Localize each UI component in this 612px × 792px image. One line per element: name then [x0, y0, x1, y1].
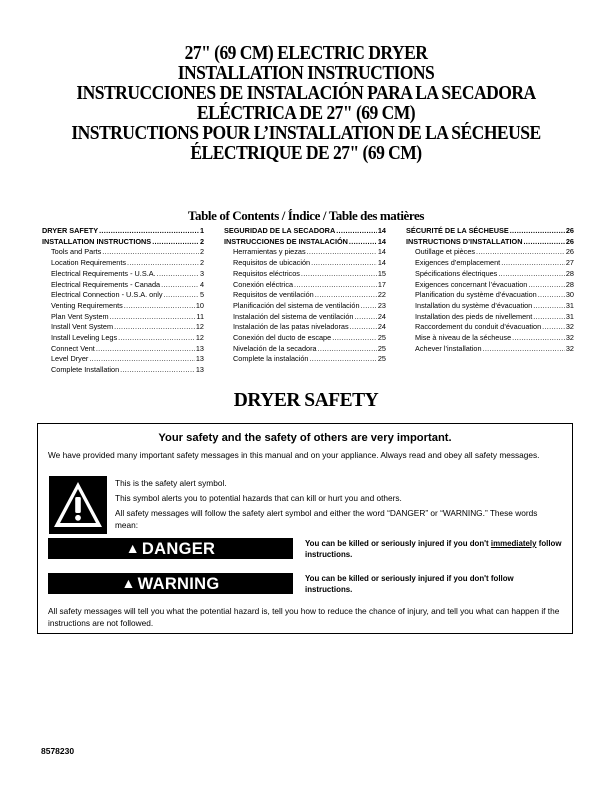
toc-entry-page: 13: [195, 365, 204, 375]
toc-leader-dots: [152, 237, 199, 248]
toc-entry-label: Exigences concernant l’évacuation: [415, 279, 528, 289]
toc-entry: [42, 365, 204, 376]
toc-leader-dots: [124, 301, 195, 312]
toc-entry-label: Install Vent System: [51, 322, 114, 332]
toc-entry: [224, 269, 386, 280]
toc-entry-label: Requisitos de ventilación: [233, 290, 314, 300]
toc-entry-page: 28: [565, 279, 574, 289]
toc-leader-dots: [533, 312, 565, 323]
toc-entry-page: 26: [565, 247, 574, 257]
toc-entry: [406, 312, 574, 323]
toc-entry-page: 11: [196, 311, 204, 321]
title-line: ELÉCTRICA DE 27" (69 CM): [196, 103, 416, 124]
toc-entry-label: Electrical Connection - U.S.A. only: [51, 290, 163, 300]
title-line: INSTRUCTIONS POUR L’INSTALLATION DE LA SÉCHEUSE: [71, 123, 541, 144]
toc-leader-dots: [361, 301, 377, 312]
toc-entry-page: 13: [195, 343, 204, 353]
toc-entry-label: Plan Vent System: [51, 311, 109, 321]
document-title-block: [0, 44, 612, 164]
toc-entry-label: Outillage et pièces: [415, 247, 476, 257]
toc-entry: [224, 301, 386, 312]
toc-entry: [224, 312, 386, 323]
safety-box: [37, 423, 573, 634]
toc-leader-dots: [354, 312, 376, 323]
toc-entry-page: 12: [195, 322, 204, 332]
toc-entry-label: Installation des pieds de nivellement: [415, 311, 533, 321]
toc-leader-dots: [483, 344, 565, 355]
toc-entry: [224, 237, 386, 248]
toc-entry-page: 26: [565, 226, 574, 235]
toc-entry-page: 24: [377, 311, 386, 321]
danger-label: DANGER: [141, 540, 216, 558]
toc-entry-label: Connect Vent: [51, 343, 95, 353]
toc-leader-dots: [294, 280, 377, 291]
toc-entry-page: 25: [377, 343, 386, 353]
toc-leader-dots: [96, 344, 195, 355]
toc-leader-dots: [311, 258, 377, 269]
toc-entry-label: Complete la instalación: [233, 354, 309, 364]
toc-leader-dots: [318, 344, 377, 355]
toc-entry: [42, 301, 204, 312]
toc-leader-dots: [99, 226, 199, 237]
toc-leader-dots: [164, 290, 199, 301]
toc-leader-dots: [510, 226, 565, 237]
toc-entry-page: 14: [377, 258, 386, 268]
danger-message-text: You can be killed or seriously injured if you don't: [305, 539, 491, 548]
toc-entry-page: 32: [565, 322, 574, 332]
toc-entry-page: 31: [565, 300, 574, 310]
toc-entry: [224, 322, 386, 333]
toc-entry-label: Mise à niveau de la sécheuse: [415, 333, 512, 343]
toc-leader-dots: [501, 258, 565, 269]
toc-leader-dots: [476, 247, 565, 258]
toc-leader-dots: [542, 322, 565, 333]
toc-entry: [224, 280, 386, 291]
toc-entry-label: Exigences d’emplacement: [415, 258, 501, 268]
toc-leader-dots: [127, 258, 199, 269]
toc-entry-page: 10: [195, 300, 204, 310]
toc-entry-label: Planificación del sistema de ventilación: [233, 300, 360, 310]
toc-entry: [406, 280, 574, 291]
toc-entry-page: 2: [199, 247, 204, 257]
toc-entry-label: Requisitos eléctricos: [233, 268, 300, 278]
toc-entry: [406, 237, 574, 248]
toc-entry-page: 17: [377, 279, 386, 289]
toc-entry: [224, 247, 386, 258]
toc-entry-label: Electrical Requirements - Canada: [51, 279, 161, 289]
toc-entry-page: 3: [199, 268, 204, 278]
toc-column-french: [406, 226, 574, 376]
toc-entry-page: 31: [565, 311, 574, 321]
toc-entry-page: 2: [199, 258, 204, 268]
toc-entry-label: Venting Requirements: [51, 300, 123, 310]
toc-entry: [406, 344, 574, 355]
toc-entry-page: 23: [377, 300, 386, 310]
toc-entry-label: Tools and Parts: [51, 247, 102, 257]
toc-entry-label: Complete Installation: [51, 365, 120, 375]
toc-leader-dots: [538, 290, 565, 301]
toc-entry: [42, 258, 204, 269]
toc-leader-dots: [110, 312, 196, 323]
toc-entry-label: Achever l’installation: [415, 343, 482, 353]
toc-entry-label: DRYER SAFETY: [42, 226, 99, 235]
toc-entry: [406, 226, 574, 237]
toc-entry-page: 14: [377, 226, 386, 235]
title-line: ÉLECTRIQUE DE 27" (69 CM): [190, 143, 422, 164]
symbol-description: All safety messages will follow the safety alert symbol and either the word “DANGER” or “WARNING.” These words mean:: [115, 508, 538, 530]
toc-leader-dots: [307, 247, 377, 258]
toc-entry-page: 27: [565, 258, 574, 268]
safety-heading: Your safety and the safety of others are very important.: [158, 432, 452, 444]
danger-message-text: follow instructions.: [305, 539, 562, 559]
toc-entry: [406, 290, 574, 301]
toc-entry: [224, 333, 386, 344]
toc-entry-page: 24: [377, 322, 386, 332]
toc-leader-dots: [533, 301, 565, 312]
symbol-description: This is the safety alert symbol.: [115, 478, 227, 488]
toc-entry-page: 32: [565, 343, 574, 353]
toc-entry-page: 4: [199, 279, 204, 289]
toc-entry: [224, 354, 386, 365]
warning-label: WARNING: [137, 575, 220, 593]
toc-entry-page: 22: [377, 290, 386, 300]
danger-message-emphasis: immediately: [490, 539, 537, 548]
toc-entry-label: SÉCURITÉ DE LA SÉCHEUSE: [406, 226, 509, 235]
toc-entry-label: Planification du système d’évacuation: [415, 290, 537, 300]
toc-entry-page: 14: [377, 247, 386, 257]
toc-leader-dots: [102, 247, 199, 258]
toc-leader-dots: [120, 365, 195, 376]
toc-entry-label: SEGURIDAD DE LA SECADORA: [224, 226, 336, 235]
toc-entry-page: 13: [195, 354, 204, 364]
toc-entry: [406, 301, 574, 312]
toc-entry: [224, 290, 386, 301]
toc-entry: [42, 344, 204, 355]
toc-leader-dots: [336, 226, 377, 237]
section-title: DRYER SAFETY: [233, 390, 379, 411]
warning-triangle-icon: ▲: [121, 575, 136, 591]
toc-entry-label: INSTALLATION INSTRUCTIONS: [42, 236, 152, 246]
toc-entry: [42, 280, 204, 291]
toc-entry-page: 1: [199, 226, 204, 235]
safety-alert-icon: [49, 476, 107, 534]
toc-leader-dots: [301, 269, 377, 280]
toc-entry-label: Spécifications électriques: [415, 268, 498, 278]
safety-footer: All safety messages will tell you what the potential hazard is, tell you how to reduce the chance of injury, and tell you what can happen if the instructions are not followed.: [48, 606, 560, 628]
toc-entry-label: Level Dryer: [51, 354, 89, 364]
safety-intro: We have provided many important safety messages in this manual and on your appliance. Always read and obey all safety messages.: [48, 450, 540, 460]
toc-entry-label: Requisitos de ubicación: [233, 258, 311, 268]
toc-leader-dots: [528, 280, 565, 291]
toc-entry: [42, 247, 204, 258]
toc-entry: [42, 333, 204, 344]
toc-leader-dots: [349, 237, 377, 248]
toc-entry: [406, 258, 574, 269]
symbol-description: This symbol alerts you to potential hazards that can kill or hurt you and others.: [115, 493, 402, 503]
warning-triangle-icon: ▲: [125, 540, 140, 556]
table-of-contents: [42, 226, 574, 376]
toc-entry-page: 14: [377, 236, 386, 246]
toc-entry: [42, 269, 204, 280]
toc-entry-label: Installation du système d’évacuation: [415, 300, 533, 310]
toc-entry-page: 26: [565, 236, 574, 246]
toc-entry-page: 2: [199, 236, 204, 246]
toc-entry-label: Location Requirements: [51, 258, 127, 268]
toc-entry-label: Electrical Requirements - U.S.A.: [51, 268, 156, 278]
toc-entry-label: Herramientas y piezas: [233, 247, 306, 257]
toc-entry: [224, 258, 386, 269]
title-line: 27" (69 CM) ELECTRIC DRYER: [184, 43, 428, 64]
toc-entry-page: 25: [377, 354, 386, 364]
toc-entry: [224, 226, 386, 237]
toc-entry: [42, 354, 204, 365]
toc-entry-label: Instalación de las patas niveladoras: [233, 322, 349, 332]
toc-entry-label: Nivelación de la secadora: [233, 343, 317, 353]
toc-leader-dots: [332, 333, 377, 344]
toc-entry-label: Instalación del sistema de ventilación: [233, 311, 354, 321]
toc-entry-label: INSTRUCCIONES DE INSTALACIÓN: [224, 236, 348, 246]
toc-leader-dots: [512, 333, 565, 344]
toc-entry-label: Raccordement du conduit d’évacuation: [415, 322, 542, 332]
toc-heading: Table of Contents / Índice / Table des matières: [187, 208, 425, 223]
toc-leader-dots: [157, 269, 199, 280]
document-number: 8578230: [41, 746, 75, 756]
toc-entry-page: 32: [565, 333, 574, 343]
toc-entry-page: 15: [377, 268, 386, 278]
toc-entry-page: 28: [565, 268, 574, 278]
toc-entry: [42, 290, 204, 301]
toc-leader-dots: [523, 237, 564, 248]
danger-message: [305, 538, 567, 560]
toc-entry: [42, 237, 204, 248]
toc-entry: [42, 226, 204, 237]
title-line: INSTALLATION INSTRUCTIONS: [177, 63, 435, 84]
toc-leader-dots: [118, 333, 195, 344]
toc-entry: [224, 344, 386, 355]
toc-leader-dots: [309, 354, 376, 365]
toc-leader-dots: [161, 280, 199, 291]
toc-column-english: [42, 226, 204, 376]
toc-entry-label: Conexión del ducto de escape: [233, 333, 332, 343]
warning-message: You can be killed or seriously injured if you don't follow instructions.: [305, 574, 514, 594]
toc-entry: [42, 312, 204, 323]
toc-entry-page: 12: [195, 333, 204, 343]
toc-entry-label: Conexión eléctrica: [233, 279, 294, 289]
toc-entry: [42, 322, 204, 333]
title-line: INSTRUCCIONES DE INSTALACIÓN PARA LA SECADORA: [76, 83, 536, 104]
toc-entry-label: INSTRUCTIONS D’INSTALLATION: [406, 236, 523, 246]
toc-leader-dots: [350, 322, 377, 333]
toc-entry-page: 5: [199, 290, 204, 300]
toc-leader-dots: [89, 354, 195, 365]
warning-signal-bar: [48, 573, 293, 594]
toc-leader-dots: [114, 322, 195, 333]
danger-signal-bar: [48, 538, 293, 559]
toc-entry-page: 25: [377, 333, 386, 343]
toc-entry: [406, 247, 574, 258]
toc-entry: [406, 333, 574, 344]
toc-leader-dots: [498, 269, 565, 280]
toc-entry-page: 30: [565, 290, 574, 300]
toc-entry-label: Install Leveling Legs: [51, 333, 118, 343]
toc-column-spanish: [224, 226, 386, 376]
toc-leader-dots: [315, 290, 377, 301]
toc-entry: [406, 322, 574, 333]
toc-entry: [406, 269, 574, 280]
